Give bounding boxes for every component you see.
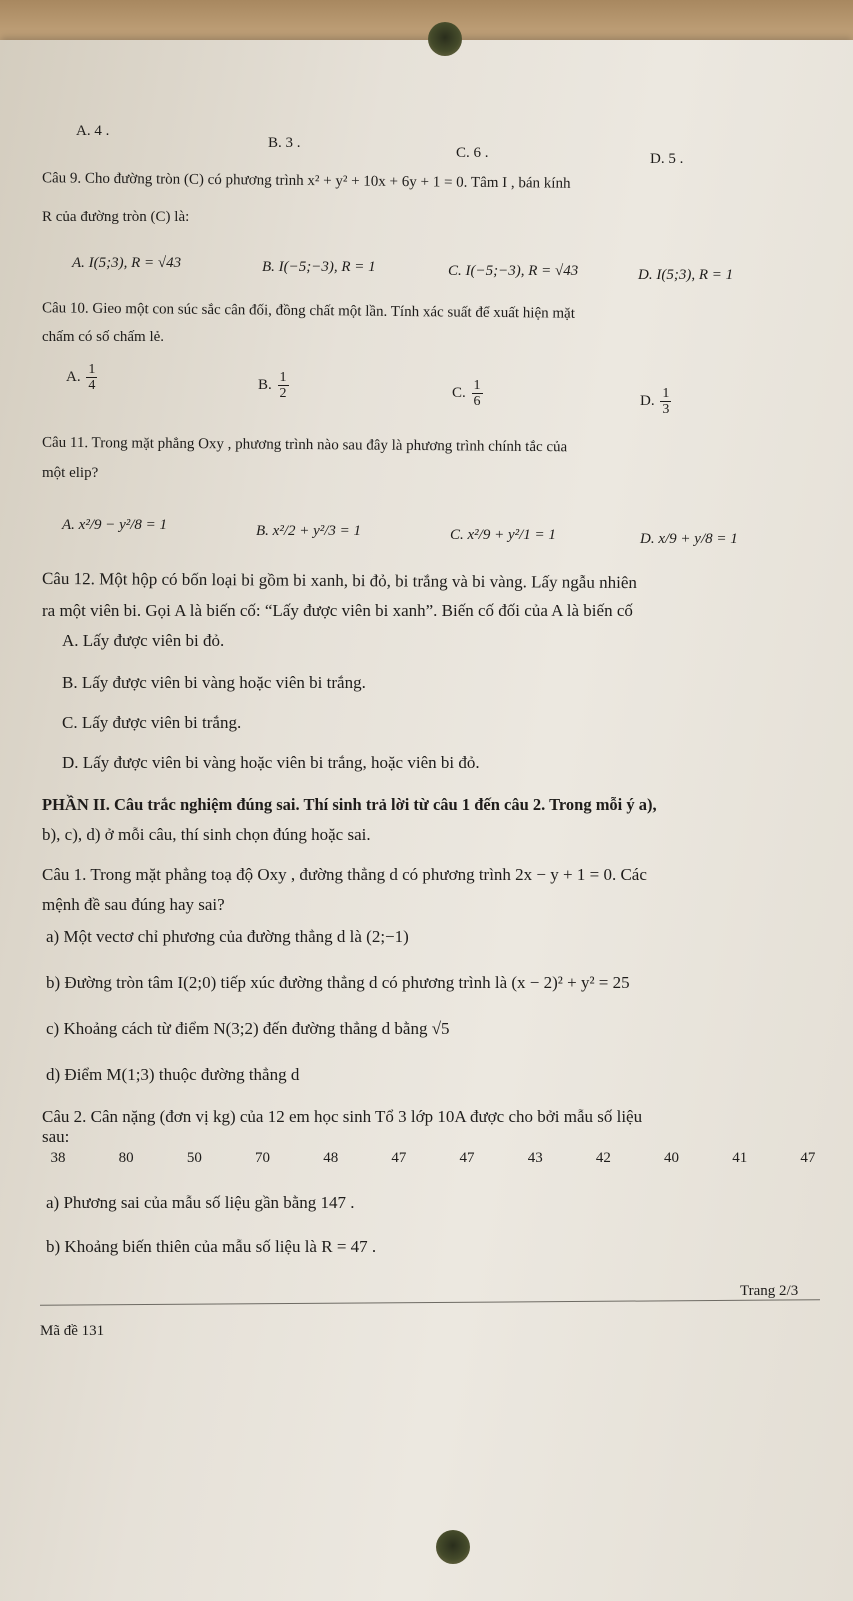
q10-option-d: D. $\frac{1}{3}$ xyxy=(640,386,670,417)
data-value: 47 xyxy=(459,1150,475,1166)
p2q1-option-b: b) Đường tròn tâm I(2;0) tiếp xúc đường thẳng d có phương trình là (x − 2)² + y² = 25 xyxy=(46,973,630,992)
data-value: 47 xyxy=(391,1150,407,1166)
p2q1-option-a: a) Một vectơ chỉ phương của đường thẳng d là (2;−1) xyxy=(46,927,409,946)
q9-option-d: D. I(5;3), R = 1 xyxy=(638,267,734,283)
p2q2-option-a: a) Phương sai của mẫu số liệu gần bằng 147 . xyxy=(46,1193,355,1212)
p2q1-stem-1: Câu 1. Trong mặt phẳng toạ độ Oxy , đường thẳng d có phương trình 2x − y + 1 = 0. Các xyxy=(42,865,647,884)
exam-code: Mã đề 131 xyxy=(40,1323,105,1339)
fraction: $\frac{1}{2}$ xyxy=(279,370,287,401)
data-value: 43 xyxy=(527,1150,543,1166)
p2q1-option-c: c) Khoảng cách từ điểm N(3;2) đến đường thẳng d bằng √5 xyxy=(46,1019,450,1038)
q10-stem-1: Câu 10. Gieo một con súc sắc cân đối, đồng chất một lần. Tính xác suất để xuất hiện mặt xyxy=(41,300,576,322)
q10-option-c: C. $\frac{1}{6}$ xyxy=(452,378,481,409)
fraction: $\frac{1}{6}$ xyxy=(473,378,481,409)
q9-stem-2: R của đường tròn (C) là: xyxy=(42,209,190,225)
data-value: 70 xyxy=(255,1150,271,1166)
data-value: 48 xyxy=(323,1150,339,1166)
q10-option-b: B. $\frac{1}{2}$ xyxy=(258,370,287,401)
data-value: 41 xyxy=(732,1150,748,1166)
q11-option-a: A. x²/9 − y²/8 = 1 xyxy=(62,517,168,533)
fraction: $\frac{1}{4}$ xyxy=(88,362,96,393)
q8-option-a: A. 4 . xyxy=(76,123,110,139)
data-value: 42 xyxy=(595,1150,611,1166)
data-value: 80 xyxy=(118,1150,134,1166)
q11-stem-2: một elip? xyxy=(42,465,99,481)
p2q2-stem-1: Câu 2. Cân nặng (đơn vị kg) của 12 em học sinh Tổ 3 lớp 10A được cho bởi mẫu số liệu xyxy=(42,1107,643,1126)
q9-option-b: B. I(−5;−3), R = 1 xyxy=(262,259,376,275)
data-row xyxy=(38,1150,828,1167)
q11-option-c: C. x²/9 + y²/1 = 1 xyxy=(450,527,556,543)
p2q1-stem-2: mệnh đề sau đúng hay sai? xyxy=(42,895,225,914)
q12-stem-2: ra một viên bi. Gọi A là biến cố: “Lấy được viên bi xanh”. Biến cố đối của A là biến cố xyxy=(42,601,633,620)
data-value: 50 xyxy=(186,1150,202,1166)
q12-stem-1: Câu 12. Một hộp có bốn loại bi gồm bi xanh, bi đỏ, bi trắng và bi vàng. Lấy ngẫu nhiên xyxy=(41,568,637,593)
q11-stem-1: Câu 11. Trong mặt phẳng Oxy , phương trình nào sau đây là phương trình chính tắc của xyxy=(41,434,568,456)
q9-stem-1: Câu 9. Cho đường tròn (C) có phương trình x² + y² + 10x + 6y + 1 = 0. Tâm I , bán kính xyxy=(41,170,571,192)
punch-hole-bottom xyxy=(436,1530,470,1564)
q12-option-b: B. Lấy được viên bi vàng hoặc viên bi trắng. xyxy=(62,673,366,692)
data-value: 40 xyxy=(664,1150,680,1166)
q12-option-a: A. Lấy được viên bi đỏ. xyxy=(62,631,225,650)
punch-hole-top xyxy=(428,22,462,56)
q8-option-d: D. 5 . xyxy=(650,151,684,167)
fraction: $\frac{1}{3}$ xyxy=(662,386,670,417)
part2-heading-2: b), c), d) ở mỗi câu, thí sinh chọn đúng hoặc sai. xyxy=(42,825,371,844)
data-value: 38 xyxy=(50,1150,66,1166)
q12-option-d: D. Lấy được viên bi vàng hoặc viên bi trắng, hoặc viên bi đỏ. xyxy=(62,753,480,772)
q9-option-a: A. I(5;3), R = √43 xyxy=(72,255,182,271)
data-value: 47 xyxy=(800,1150,816,1166)
p2q2-stem-2: sau: xyxy=(42,1127,70,1146)
page-number: Trang 2/3 xyxy=(740,1283,799,1299)
q10-option-a: A. $\frac{1}{4}$ xyxy=(66,362,96,393)
p2q2-option-b: b) Khoảng biến thiên của mẫu số liệu là R = 47 . xyxy=(46,1237,377,1256)
q9-option-c: C. I(−5;−3), R = √43 xyxy=(448,263,579,279)
p2q1-option-d: d) Điểm M(1;3) thuộc đường thẳng d xyxy=(46,1065,300,1084)
q11-option-d: D. x/9 + y/8 = 1 xyxy=(640,531,738,547)
q11-option-b: B. x²/2 + y²/3 = 1 xyxy=(256,523,362,539)
q12-option-c: C. Lấy được viên bi trắng. xyxy=(62,713,242,732)
q8-option-b: B. 3 . xyxy=(268,135,301,151)
q10-stem-2: chấm có số chấm lẻ. xyxy=(42,329,165,345)
q8-option-c: C. 6 . xyxy=(456,145,489,161)
part2-heading-1: PHẦN II. Câu trắc nghiệm đúng sai. Thí sinh trả lời từ câu 1 đến câu 2. Trong mỗi ý a), xyxy=(42,795,657,814)
